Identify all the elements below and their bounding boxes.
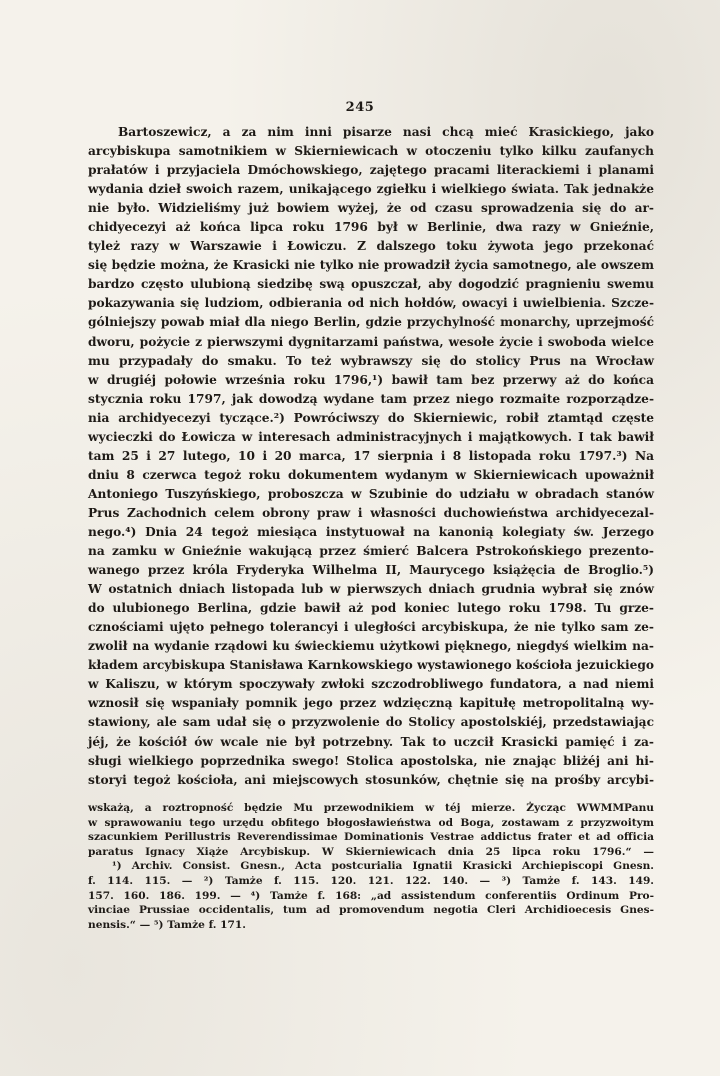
footnote-line: ¹) Archiv. Consist. Gnesn., Acta postcurialia Ignatii Krasicki Archiepiscopi Gnesn. (112, 860, 654, 873)
text-line: nego.⁴) Dnia 24 tegoż miesiąca instytuował na kanonią kolegiaty św. Jerzego (88, 524, 654, 539)
text-line: się będzie można, że Krasicki nie tylko nie prowadził życia samotnego, ale owszem (88, 258, 654, 273)
page-number: 245 (345, 100, 375, 115)
text-line: tyleż razy w Warszawie i Łowiczu. Z dalszego toku żywota jego przekonać (88, 239, 654, 254)
text-line: Antoniego Tuszyńskiego, proboszcza w Szubinie do udziału w obradach stanów (88, 486, 654, 501)
text-line: pokazywania się ludziom, odbierania od nich hołdów, owacyi i uwielbienia. Szcze- (88, 296, 654, 311)
footnote-line: f. 114. 115. — ²) Tamże f. 115. 120. 121. 122. 140. — ³) Tamże f. 143. 149. (88, 874, 654, 887)
text-line: storyi tegoż kościoła, ani miejscowych stosunków, chętnie się na prośby arcybi- (88, 772, 654, 787)
text-line: dniu 8 czerwca tegoż roku dokumentem wydanym w Skierniewicach upoważnił (88, 467, 654, 482)
text-line: cznościami ujęto pełnego tolerancyi i uległości arcybiskupa, że nie tylko sam ze- (88, 620, 654, 635)
text-line: zwolił na wydanie rządowi ku świeckiemu użytkowi pięknego, niegdyś wielkim na- (88, 639, 654, 654)
text-line: kładem arcybiskupa Stanisława Karnkowskiego wystawionego kościoła jezuickiego (88, 658, 654, 673)
text-line: stycznia roku 1797, jak dowodzą wydane tam przez niego rozmaite rozporządze- (88, 391, 654, 406)
text-line: na zamku w Gnieźnie wakującą przez śmierć Balcera Pstrokońskiego prezento- (88, 544, 654, 559)
text-line: nia archidyecezyi tyczące.²) Powróciwszy do Skierniewic, robił ztamtąd częste (88, 410, 654, 425)
text-line: mu przypadały do smaku. To też wybrawszy się do stolicy Prus na Wrocław (88, 353, 654, 368)
text-line: arcybiskupa samotnikiem w Skierniewicach w otoczeniu tylko kilku zaufanych (88, 144, 654, 159)
text-line: wanego przez króla Fryderyka Wilhelma II, Maurycego książęcia de Broglio.⁵) (88, 563, 654, 578)
text-line: do ulubionego Berlina, gdzie bawił aż pod koniec lutego roku 1798. Tu grze- (88, 601, 654, 616)
text-line: dworu, pożycie z pierwszymi dygnitarzami państwa, wesołe życie i swoboda wielce (88, 334, 654, 349)
footnote-line: w sprawowaniu tego urzędu obfitego błogosławieństwa od Boga, zostawam z przyzwoitym (88, 816, 654, 829)
text-line: w drugiéj połowie września roku 1796,¹) bawił tam bez przerwy aż do końca (88, 372, 654, 387)
text-line: wznosił się wspaniały pomnik jego przez wdzięczną kapitułę metropolitalną wy- (88, 696, 654, 711)
text-line: wycieczki do Łowicza w interesach administracyjnych i majątkowych. I tak bawił (88, 429, 654, 444)
text-line: Bartoszewicz, a za nim inni pisarze nasi chcą mieć Krasickiego, jako (118, 125, 654, 139)
main-text (88, 123, 654, 790)
footnote-line: wskażą, a roztropność będzie Mu przewodnikiem w téj mierze. Życząc WWMMPanu (88, 802, 654, 814)
text-line: wydania dzieł swoich razem, unikającego zgiełku i wielkiego świata. Tak jednakże (88, 182, 654, 197)
text-line: nie było. Widzieliśmy już bowiem wyżej, że od czasu sprowadzenia się do ar- (88, 201, 654, 216)
text-line: W ostatnich dniach listopada lub w pierwszych dniach grudnia wybrał się znów (88, 582, 654, 597)
footnotes (88, 801, 654, 932)
text-line: stawiony, ale sam udał się o przyzwolenie do Stolicy apostolskiéj, przedstawiając (88, 715, 654, 730)
footnote-line: vinciae Prussiae occidentalis, tum ad promovendum negotia Cleri Archidioecesis Gnes- (88, 904, 654, 917)
text-line: gólniejszy powab miał dla niego Berlin, gdzie przychylność monarchy, uprzejmość (88, 315, 654, 330)
footnote-line: 157. 160. 186. 199. — ⁴) Tamże f. 168: „ad assistendum conferentiis Ordinum Pro- (88, 889, 654, 902)
text-line: chidyecezyi aż końca lipca roku 1796 był w Berlinie, dwa razy w Gnieźnie, (88, 220, 654, 235)
text-line: w Kaliszu, w którym spoczywały zwłoki szczodrobliwego fundatora, a nad niemi (88, 677, 654, 692)
text-line: jéj, że kościół ów wcale nie był potrzebny. Tak to uczcił Krasicki pamięć i za- (88, 734, 654, 749)
text-line: prałatów i przyjaciela Dmóchowskiego, zajętego pracami literackiemi i planami (88, 163, 654, 178)
text-line: tam 25 i 27 lutego, 10 i 20 marca, 17 sierpnia i 8 listopada roku 1797.³) Na (88, 448, 654, 463)
text-line: Prus Zachodnich celem obrony praw i własności duchowieństwa archidyecezal- (88, 505, 654, 520)
footnote-line: paratus Ignacy Xiąże Arcybiskup. W Skierniewicach dnia 25 lipca roku 1796.“ — (88, 845, 654, 858)
footnote-line: szacunkiem Perillustris Reverendissimae Dominationis Vestrae addictus frater et ad officia (88, 831, 654, 844)
footnote-line: nensis.“ — ⁵) Tamże f. 171. (88, 918, 246, 931)
text-line: sługi wielkiego poprzednika swego! Stolica apostolska, nie znając bliżéj ani hi- (88, 753, 654, 768)
text-line: bardzo często ulubioną siedzibę swą opuszczał, aby dogodzić pragnieniu swemu (88, 277, 654, 292)
